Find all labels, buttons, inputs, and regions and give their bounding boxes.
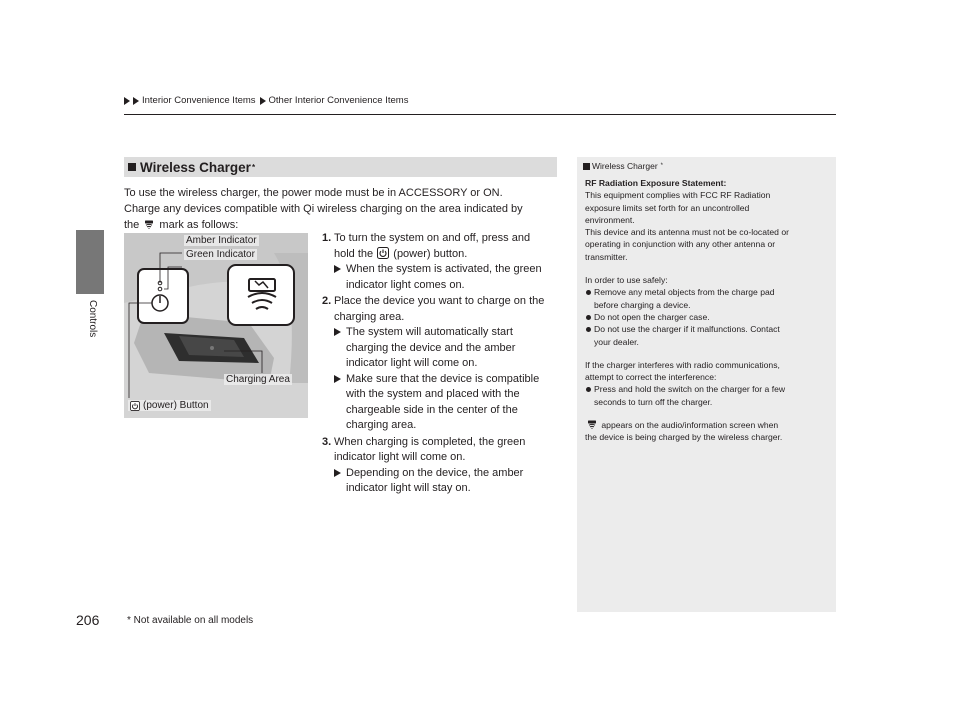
interference-bullet <box>585 383 831 408</box>
sidebar-line: operating in conjunction with any other antenna or <box>585 239 776 250</box>
sidebar-title <box>583 161 663 171</box>
intro-line: Charge any devices compatible with Qi wireless charging on the area indicated by <box>124 203 523 215</box>
chapter-label: Controls <box>87 300 98 338</box>
breadcrumb-arrow-icon <box>260 97 266 105</box>
note-arrow-icon <box>334 375 341 383</box>
step-line: charging area. <box>334 310 405 323</box>
step-number: 1. <box>322 232 332 244</box>
intro-text: the <box>124 219 140 231</box>
breadcrumb-arrow-icon <box>133 97 139 105</box>
breadcrumb-item[interactable]: Other Interior Convenience Items <box>268 95 409 106</box>
sidebar-title-text: Wireless Charger <box>592 161 658 171</box>
note-arrow-icon <box>334 265 341 273</box>
sidebar-line: attempt to correct the interference: <box>585 372 717 383</box>
intro-paragraph <box>124 185 564 233</box>
breadcrumb-item[interactable]: Interior Convenience Items <box>142 95 256 106</box>
step-line: To turn the system on and off, press and <box>334 232 531 244</box>
notes-sidebar <box>577 157 836 612</box>
closing-text: appears on the audio/information screen when <box>601 420 779 431</box>
note-line: The system will automatically start <box>346 326 513 338</box>
wireless-charging-icon <box>587 420 597 429</box>
power-icon <box>377 247 389 259</box>
instruction-steps <box>322 231 562 498</box>
console-drawing <box>124 233 308 418</box>
note-line: indicator light will stay on. <box>346 482 471 494</box>
step-2 <box>322 294 562 434</box>
note-line: indicator light comes on. <box>346 278 465 291</box>
intro-text: mark as follows: <box>159 219 239 231</box>
section-title: Wireless Charger <box>140 159 251 175</box>
step-line: When charging is completed, the green <box>334 435 526 448</box>
step-line: indicator light will come on. <box>334 451 466 463</box>
bullet-line: seconds to turn off the charger. <box>594 396 713 407</box>
amber-indicator-label: Amber Indicator <box>186 235 257 246</box>
note-line: Make sure that the device is compatible <box>346 372 540 385</box>
step-text: hold the <box>334 247 374 260</box>
rf-heading: RF Radiation Exposure Statement: <box>585 178 727 188</box>
header-divider <box>124 114 836 115</box>
green-indicator-label: Green Indicator <box>186 249 255 260</box>
sidebar-line: This device and its antenna must not be co-located or <box>585 227 789 238</box>
wireless-charging-icon <box>144 220 154 229</box>
step-line: Place the device you want to charge on the <box>334 295 545 307</box>
step-note <box>334 466 562 497</box>
note-line: charging the device and the amber <box>346 341 516 354</box>
note-line: When the system is activated, the green <box>346 263 542 275</box>
step-note <box>334 325 562 372</box>
note-line: with the system and placed with the <box>346 388 520 400</box>
intro-line: To use the wireless charger, the power mode must be in ACCESSORY or ON. <box>124 187 503 199</box>
safety-bullet <box>585 286 831 311</box>
bullet-line: Do not open the charger case. <box>594 311 710 322</box>
footnote: * Not available on all models <box>127 615 254 626</box>
chapter-tab[interactable] <box>76 230 104 294</box>
note-arrow-icon <box>334 469 341 477</box>
note-line: chargeable side in the center of the <box>346 403 518 416</box>
bullet-line: Remove any metal objects from the charge pad <box>594 287 775 298</box>
bullet-line: Press and hold the switch on the charger for a few <box>594 384 786 395</box>
sidebar-line: the device is being charged by the wireless charger. <box>585 432 783 443</box>
page-number: 206 <box>76 612 100 628</box>
power-button-text: (power) Button <box>143 400 209 411</box>
step-number: 3. <box>322 435 332 448</box>
power-button-label <box>128 400 211 411</box>
step-line <box>334 247 562 263</box>
note-line: indicator light will come on. <box>346 357 478 369</box>
power-icon <box>130 401 140 411</box>
sidebar-marker: * <box>660 163 663 169</box>
step-text: (power) button. <box>393 247 468 260</box>
breadcrumb <box>124 95 408 106</box>
step-number: 2. <box>322 295 332 307</box>
step-note <box>334 262 562 293</box>
section-marker: * <box>251 162 256 172</box>
sidebar-line: If the charger interferes with radio communications, <box>585 359 780 370</box>
safety-bullet <box>585 311 831 323</box>
note-arrow-icon <box>334 328 341 336</box>
note-line: Depending on the device, the amber <box>346 466 524 479</box>
note-line: charging area. <box>346 419 417 431</box>
sidebar-line: In order to use safely: <box>585 275 668 286</box>
sidebar-line: transmitter. <box>585 251 628 262</box>
step-note <box>334 372 562 434</box>
bullet-line: Do not use the charger if it malfunctions. Contact <box>594 324 780 335</box>
sidebar-line: environment. <box>585 214 635 225</box>
charger-illustration <box>124 233 308 418</box>
sidebar-line <box>585 419 831 431</box>
sidebar-mark-icon <box>583 163 590 170</box>
bullet-line: your dealer. <box>594 336 639 347</box>
step-1 <box>322 231 562 293</box>
breadcrumb-arrow-icon <box>124 97 130 105</box>
bullet-line: before charging a device. <box>594 299 691 310</box>
step-3 <box>322 435 562 497</box>
charging-area-label: Charging Area <box>226 374 290 385</box>
sidebar-line: This equipment complies with FCC RF Radiation <box>585 190 771 201</box>
sidebar-body <box>585 177 831 444</box>
section-square-icon <box>128 163 136 171</box>
sidebar-line: exposure limits set forth for an uncontrolled <box>585 202 750 213</box>
section-heading <box>124 157 557 177</box>
safety-bullet <box>585 323 831 348</box>
